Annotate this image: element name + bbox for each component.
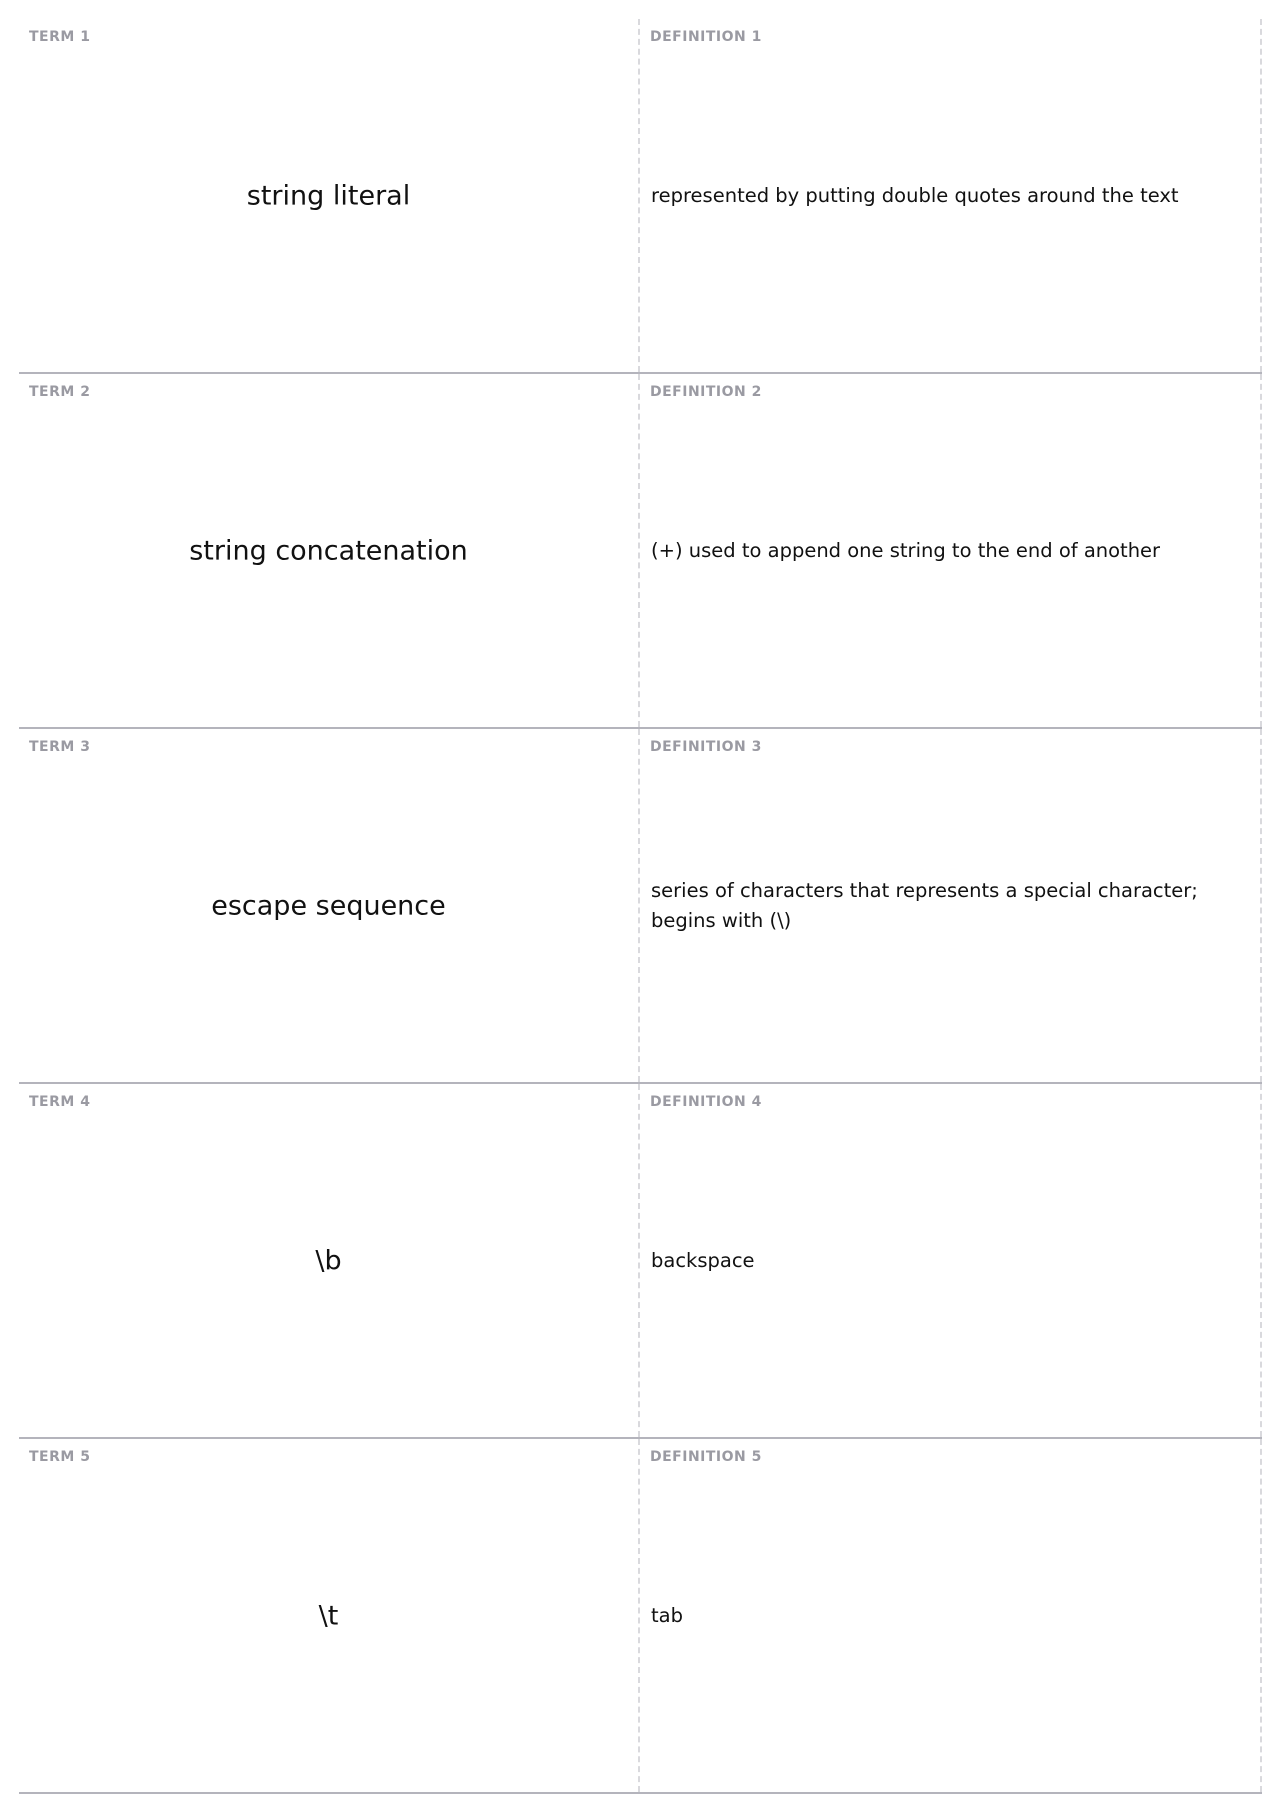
term-cell bbox=[19, 729, 640, 1082]
term-cell bbox=[19, 19, 640, 372]
definition-label: DEFINITION 3 bbox=[650, 739, 762, 755]
term-label: TERM 3 bbox=[29, 739, 91, 755]
definition-text: represented by putting double quotes around the text bbox=[651, 183, 1179, 207]
flashcard-row-3 bbox=[19, 729, 1262, 1084]
term-label: TERM 1 bbox=[29, 29, 91, 45]
flashcard-row-5 bbox=[19, 1439, 1262, 1794]
definition-cell bbox=[640, 19, 1262, 372]
definition-label: DEFINITION 1 bbox=[650, 29, 762, 45]
flashcard-row-4 bbox=[19, 1084, 1262, 1439]
definition-cell bbox=[640, 374, 1262, 727]
definition-cell bbox=[640, 1439, 1262, 1792]
flashcard-row-2 bbox=[19, 374, 1262, 729]
term-text: \b bbox=[315, 1245, 342, 1276]
definition-text: backspace bbox=[651, 1248, 755, 1272]
term-text: \t bbox=[318, 1600, 339, 1631]
term-label: TERM 5 bbox=[29, 1449, 91, 1465]
term-label: TERM 4 bbox=[29, 1094, 91, 1110]
definition-label: DEFINITION 4 bbox=[650, 1094, 762, 1110]
definition-cell bbox=[640, 729, 1262, 1082]
term-cell bbox=[19, 374, 640, 727]
flashcard-row-1 bbox=[19, 19, 1262, 374]
term-text: escape sequence bbox=[211, 890, 446, 921]
term-text: string concatenation bbox=[189, 535, 468, 566]
term-text: string literal bbox=[246, 180, 411, 211]
term-cell bbox=[19, 1084, 640, 1437]
definition-cell bbox=[640, 1084, 1262, 1437]
term-label: TERM 2 bbox=[29, 384, 91, 400]
definition-label: DEFINITION 5 bbox=[650, 1449, 762, 1465]
flashcard-sheet bbox=[19, 19, 1262, 1794]
definition-text: (+) used to append one string to the end of another bbox=[651, 538, 1161, 562]
term-cell bbox=[19, 1439, 640, 1792]
definition-label: DEFINITION 2 bbox=[650, 384, 762, 400]
definition-text: series of characters that represents a special character; begins with (\) bbox=[651, 878, 1198, 932]
definition-text: tab bbox=[651, 1603, 683, 1627]
